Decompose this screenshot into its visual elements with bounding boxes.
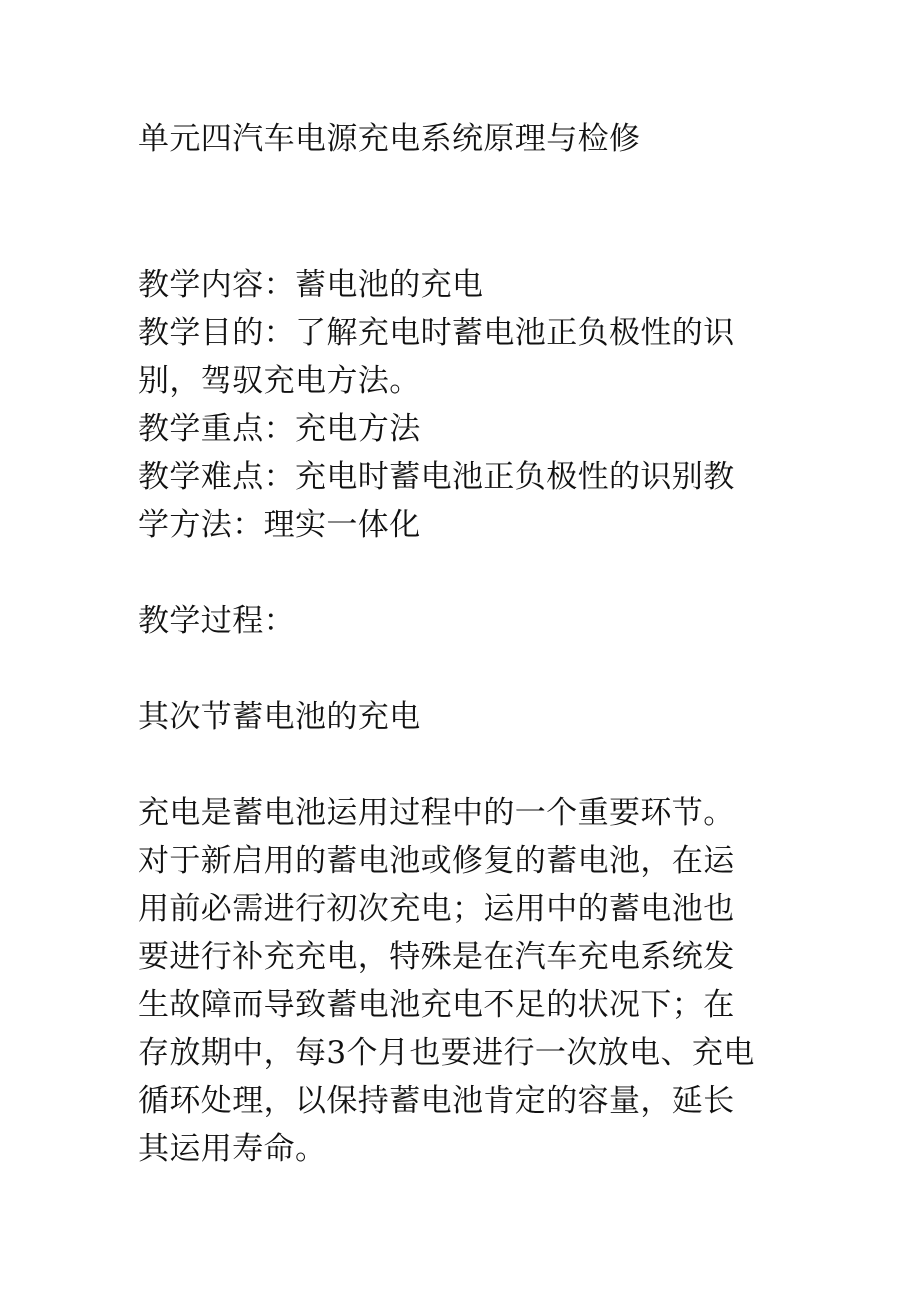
paragraph-line: 要进行补充充电，特殊是在汽车充电系统发 [138, 939, 735, 975]
info-line-objective: 教学目的：了解充电时蓄电池正负极性的识 [138, 315, 735, 351]
paragraph-line: 存放期中，每3个月也要进行一次放电、充电 [138, 1035, 755, 1071]
paragraph-line: 循环处理，以保持蓄电池肯定的容量，延长 [138, 1083, 735, 1119]
info-line-content: 教学内容：蓄电池的充电 [138, 267, 484, 303]
document-title: 单元四汽车电源充电系统原理与检修 [138, 121, 641, 157]
paragraph-line: 其运用寿命。 [138, 1131, 327, 1167]
paragraph-line: 生故障而导致蓄电池充电不足的状况下；在 [138, 987, 735, 1023]
paragraph-line: 对于新启用的蓄电池或修复的蓄电池，在运 [138, 843, 735, 879]
process-label: 教学过程： [138, 603, 295, 639]
info-line-difficulty: 教学难点：充电时蓄电池正负极性的识别教 [138, 459, 735, 495]
info-line-key-point: 教学重点：充电方法 [138, 411, 421, 447]
info-line-method: 学方法：理实一体化 [138, 507, 421, 543]
info-line-objective-cont: 别，驾驭充电方法。 [138, 363, 421, 399]
paragraph-line: 充电是蓄电池运用过程中的一个重要环节。 [138, 795, 735, 831]
section-heading: 其次节蓄电池的充电 [138, 699, 421, 735]
paragraph-line: 用前必需进行初次充电；运用中的蓄电池也 [138, 891, 735, 927]
